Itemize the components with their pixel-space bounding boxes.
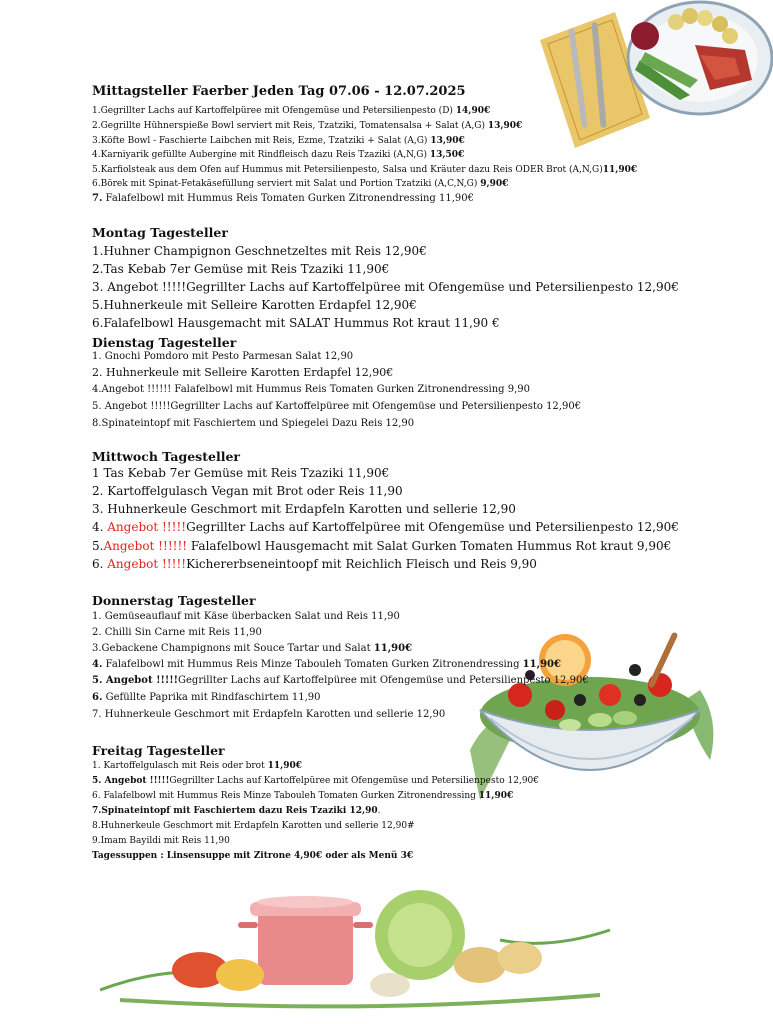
donnerstag-item: 1. Gemüseauflauf mit Käse überbacken Salat und Reis 11,90 bbox=[92, 611, 400, 622]
header-item: 6.Börek mit Spinat-Fetakäsefüllung serviert mit Salat und Portion Tzatziki (A,C,N,G) 9,90€ bbox=[92, 179, 509, 189]
donnerstag-title: Donnerstag Tagesteller bbox=[92, 593, 256, 608]
angebot-label: Angebot !!!!! bbox=[107, 520, 187, 534]
dienstag-item: 8.Spinateintopf mit Faschiertem und Spiegelei Dazu Reis 12,90 bbox=[92, 418, 415, 429]
plate-with-cutlery-illustration bbox=[530, 0, 773, 150]
header-item: 2.Gegrillte Hühnerspieße Bowl serviert mit Reis, Tzatziki, Tomatensalsa + Salat (A,G) 13,90€ bbox=[92, 121, 523, 131]
mittwoch-title: Mittwoch Tagesteller bbox=[92, 449, 240, 464]
freitag-item: 8.Huhnerkeule Geschmort mit Erdapfeln Karotten und sellerie 12,90# bbox=[92, 821, 415, 831]
dienstag-item: 5. Angebot !!!!!Gegrillter Lachs auf Kartoffelpüree mit Ofengemüse und Petersilienpesto 12,90€ bbox=[92, 401, 582, 412]
freitag-item: 5. Angebot !!!!!Gegrillter Lachs auf Kartoffelpüree mit Ofengemüse und Petersilienpesto 12,90€ bbox=[92, 776, 540, 786]
montag-title: Montag Tagesteller bbox=[92, 225, 228, 240]
freitag-item: 6. Falafelbowl mit Hummus Reis Minze Tabouleh Tomaten Gurken Zitronendressing 11,90€ bbox=[92, 791, 514, 801]
donnerstag-item: 3.Gebackene Champignons mit Souce Tartar und Salat 11,90€ bbox=[92, 643, 413, 654]
dienstag-item: 1. Gnochi Pomdoro mit Pesto Parmesan Salat 12,90 bbox=[92, 351, 354, 362]
freitag-title: Freitag Tagesteller bbox=[92, 743, 225, 758]
montag-item: 1.Huhner Champignon Geschnetzeltes mit Reis 12,90€ bbox=[92, 244, 427, 258]
mittwoch-item: 5.Angebot !!!!!! Falafelbowl Hausgemacht mit Salat Gurken Tomaten Hummus Rot kraut 9,90€ bbox=[92, 539, 672, 553]
freitag-item: 7.Spinateintopf mit Faschiertem dazu Reis Tzaziki 12,90. bbox=[92, 806, 381, 816]
header-item: 5.Karfiolsteak aus dem Ofen auf Hummus mit Petersilienpesto, Salsa und Kräuter dazu Reis ODER Brot (A,N,G)11,90€ bbox=[92, 165, 638, 175]
donnerstag-item: 5. Angebot !!!!!Gegrillter Lachs auf Kartoffelpüree mit Ofengemüse und Petersilienpesto 12,90€ bbox=[92, 675, 589, 686]
montag-item: 6.Falafelbowl Hausgemacht mit SALAT Hummus Rot kraut 11,90 € bbox=[92, 316, 500, 330]
dienstag-item: 4.Angebot !!!!!! Falafelbowl mit Hummus Reis Tomaten Gurken Zitronendressing 9,90 bbox=[92, 384, 531, 395]
montag-item: 3. Angebot !!!!!Gegrillter Lachs auf Kartoffelpüree mit Ofengemüse und Petersilienpesto 12,90€ bbox=[92, 280, 679, 294]
header-item: 4.Karniyarik gefüllte Aubergine mit Rindfleisch dazu Reis Tzaziki (A,N,G) 13,50€ bbox=[92, 150, 465, 160]
freitag-item: 1. Kartoffelgulasch mit Reis oder brot 11,90€ bbox=[92, 761, 303, 771]
header-item: 1.Gegrillter Lachs auf Kartoffelpüree mit Ofengemüse und Petersilienpesto (D) 14,90€ bbox=[92, 106, 491, 116]
mittwoch-item: 4. Angebot !!!!!Gegrillter Lachs auf Kartoffelpüree mit Ofengemüse und Petersilienpesto 12,90€ bbox=[92, 520, 679, 534]
donnerstag-item: 2. Chilli Sin Carne mit Reis 11,90 bbox=[92, 627, 262, 638]
dienstag-item: 2. Huhnerkeule mit Selleire Karotten Erdapfel 12,90€ bbox=[92, 366, 394, 379]
donnerstag-item: 7. Huhnerkeule Geschmort mit Erdapfeln Karotten und sellerie 12,90 bbox=[92, 709, 446, 720]
header-item: 3.Köfte Bowl - Faschierte Laibchen mit Reis, Ezme, Tzatziki + Salat (A,G) 13,90€ bbox=[92, 136, 465, 146]
montag-item: 2.Tas Kebab 7er Gemüse mit Reis Tzaziki 11,90€ bbox=[92, 262, 390, 276]
freitag-item: 9.Imam Bayildi mit Reis 11,90 bbox=[92, 836, 230, 846]
tagessuppen-note: Tagessuppen : Linsensuppe mit Zitrone 4,90€ oder als Menü 3€ bbox=[92, 851, 414, 861]
vegetables-pot-illustration bbox=[100, 880, 620, 1020]
montag-item: 5.Huhnerkeule mit Selleire Karotten Erdapfel 12,90€ bbox=[92, 298, 417, 312]
angebot-label: Angebot !!!!!! bbox=[103, 539, 188, 553]
header-item: 7. Falafelbowl mit Hummus Reis Tomaten Gurken Zitronendressing 11,90€ bbox=[92, 193, 474, 204]
mittwoch-item: 6. Angebot !!!!!Kichererbseneintoopf mit Reichlich Fleisch und Reis 9,90 bbox=[92, 557, 537, 571]
dienstag-title: Dienstag Tagesteller bbox=[92, 335, 237, 350]
angebot-label: Angebot !!!!! bbox=[107, 557, 187, 571]
page-title: Mittagsteller Faerber Jeden Tag 07.06 - 12.07.2025 bbox=[92, 84, 466, 99]
donnerstag-item: 6. Gefüllte Paprika mit Rindfaschirtem 11,90 bbox=[92, 692, 321, 703]
mittwoch-item: 1 Tas Kebab 7er Gemüse mit Reis Tzaziki 11,90€ bbox=[92, 466, 390, 480]
donnerstag-item: 4. Falafelbowl mit Hummus Reis Minze Tabouleh Tomaten Gurken Zitronendressing 11,90€ bbox=[92, 659, 561, 670]
mittwoch-item: 3. Huhnerkeule Geschmort mit Erdapfeln Karotten und sellerie 12,90 bbox=[92, 502, 516, 516]
mittwoch-item: 2. Kartoffelgulasch Vegan mit Brot oder Reis 11,90 bbox=[92, 484, 403, 498]
